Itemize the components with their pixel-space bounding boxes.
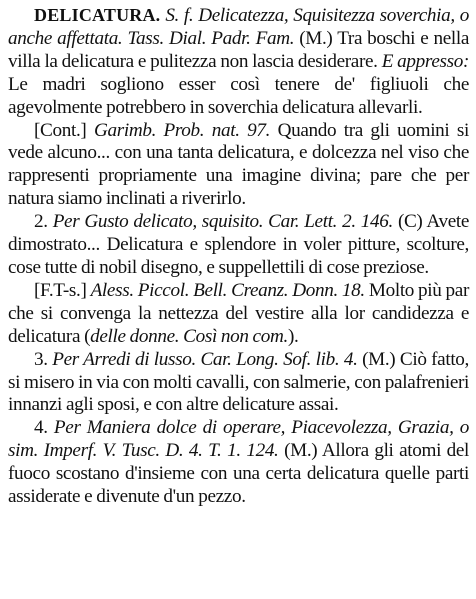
sense-4-paragraph (8, 417, 469, 509)
sense-number: 4. (34, 417, 48, 439)
citation: Garimb. Prob. nat. 97. (93, 119, 271, 141)
sense-number: 2. (34, 211, 48, 233)
quotation: Tra boschi e nella villa la delicatura e pulitezza non lascia desiderare. (8, 27, 470, 72)
quotation: Avete dimostrato... Delicatura e splendore in voler pitture, scolture, cose tutte di nobil disegno, e suppellettili di cose preziose. (8, 211, 470, 278)
sense-2-paragraph (8, 211, 469, 280)
entry-main-paragraph (8, 4, 469, 120)
source-mark: (M.) (299, 27, 333, 49)
sense-3-paragraph (8, 349, 469, 418)
source-mark: (M.) (284, 440, 318, 462)
quotation: Molto più par che si convenga la nettezza del vestire alla lor candidezza e delicatura ( (8, 279, 469, 347)
entry-definition: S. f. Delicatezza, Squisitezza soverchia, o anche affettata. Tass. Dial. Padr. Fam. (8, 5, 469, 49)
sense-definition: Per Arredi di lusso. Car. Long. Sof. lib. 4. (52, 348, 358, 370)
citation: Aless. Piccol. Bell. Creanz. Donn. 18. (90, 279, 365, 301)
quotation: Quando tra gli uomini si vede alcuno... con una tanta delicatura, e dolcezza nel viso che rappresenti propriamente una imagine divina; pare che per natura siamo inclinati a riverirlo. (8, 119, 470, 210)
appresso-label: E appresso: (381, 50, 469, 72)
sense-definition: Per Gusto delicato, squisito. Car. Lett. 2. 146. (52, 211, 393, 233)
source-mark: [F.T-s.] (34, 279, 87, 301)
fts-paragraph (8, 280, 469, 349)
cont-paragraph (8, 120, 469, 212)
editorial-aside: delle donne. Così non com. (90, 325, 288, 347)
quotation: Ciò fatto, si misero in via con molti cavalli, con salmerie, con palafrenieri innanzi agli sposi, e con altre delicature assai. (8, 348, 470, 416)
source-mark: [Cont.] (34, 119, 87, 141)
sense-definition: Per Maniera dolce di operare, Piacevolezza, Grazia, o sim. Imperf. V. Tusc. D. 4. T. 1. 124. (8, 417, 470, 462)
sense-number: 3. (34, 348, 48, 370)
quotation: Allora gli atomi del fuoco scostano d'insieme con una certa delicatura quelle parti assiderate e divenute d'un pezzo. (8, 440, 470, 508)
closing-punctuation: ). (287, 325, 299, 347)
source-mark: (M.) (362, 348, 396, 370)
headword: DELICATURA. (34, 5, 161, 25)
quotation: Le madri sogliono esser così tenere de' figliuoli che agevolmente potrebbero in soverchia delicatura allevarli. (8, 73, 469, 118)
source-mark: (C) (397, 211, 423, 233)
